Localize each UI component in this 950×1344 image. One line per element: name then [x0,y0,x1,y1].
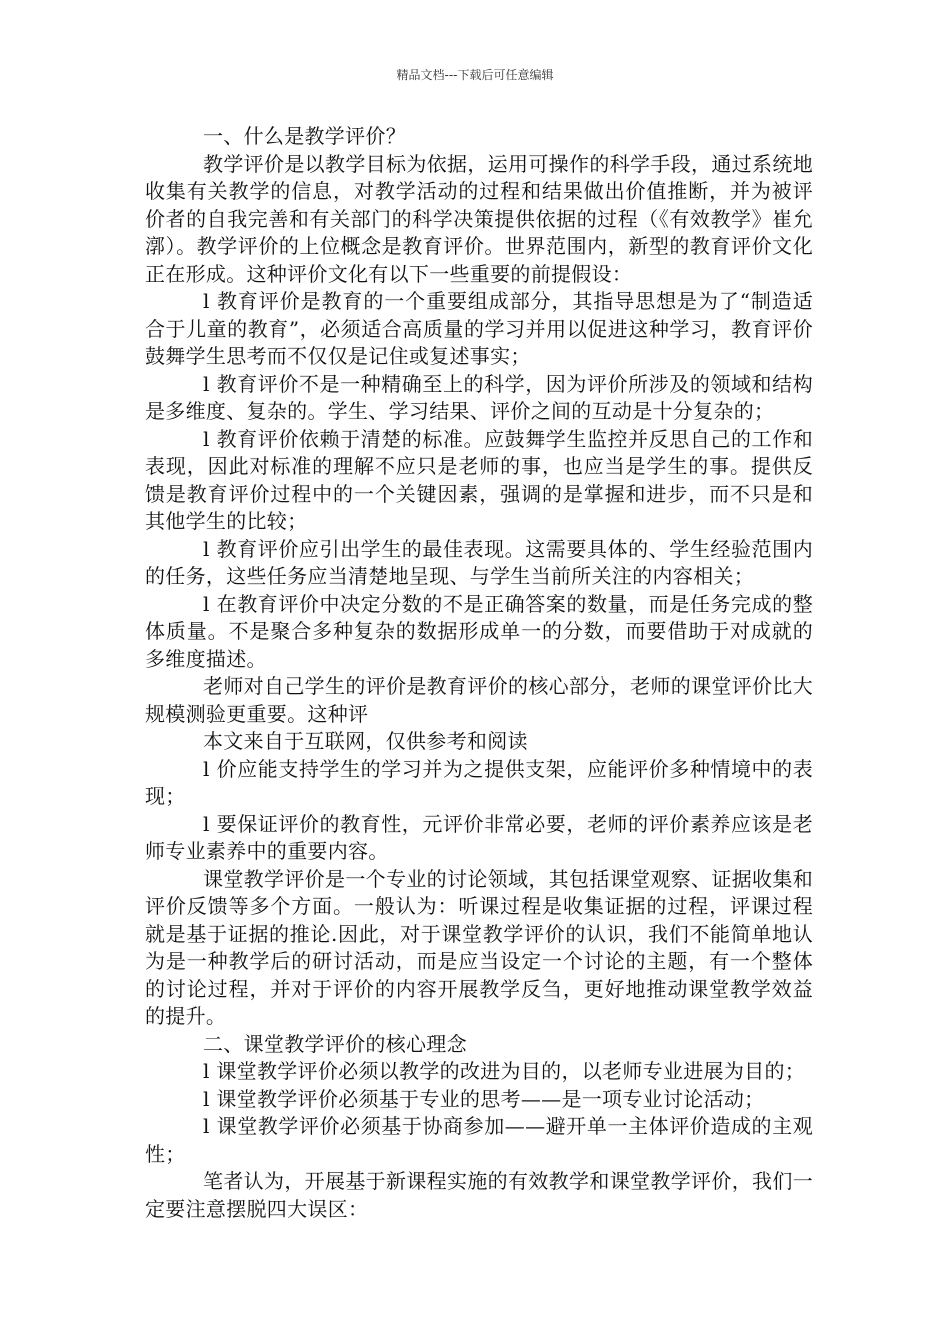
paragraph-teacher-evaluation: 老师对自己学生的评价是教育评价的核心部分，老师的课堂评价比大规模测验更重要。这种评 [145,674,813,726]
list-item: l 要保证评价的教育性，元评价非常必要，老师的评价素养应该是老师专业素养中的重要内容。 [145,811,813,863]
source-note: 本文来自于互联网，仅供参考和阅读 [203,729,528,753]
list-item: l 教育评价不是一种精确至上的科学，因为评价所涉及的领域和结构是多维度、复杂的。学生、学习结果、评价之间的互动是十分复杂的； [145,371,813,423]
section-heading-2: 二、课堂教学评价的核心理念 [203,1031,467,1056]
paragraph-classroom-evaluation: 课堂教学评价是一个专业的讨论领域，其包括课堂观察、证据收集和评价反馈等多个方面。一般认为：听课过程是收集证据的过程，评课过程就是基于证据的推论.因此，对于课堂教学评价的认识，我们不能简单地认为是一种教学后的研讨活动，而是应当设定一个讨论的主题，有一个整体的讨论过程，并对于评价的内容开展教学反刍，更好地推动课堂教学效益的提升。 [145,866,813,1028]
list-item: l 课堂教学评价必须基于专业的思考——是一项专业讨论活动； [203,1086,765,1111]
list-item: l 课堂教学评价必须以教学的改进为目的，以老师专业进展为目的； [203,1059,806,1083]
document-body [145,123,813,1223]
paragraph-author-view: 笔者认为，开展基于新课程实施的有效教学和课堂教学评价，我们一定要注意摆脱四大误区： [145,1169,813,1221]
list-item: l 教育评价依赖于清楚的标准。应鼓舞学生监控并反思自己的工作和表现，因此对标准的理解不应只是老师的事，也应当是学生的事。提供反馈是教育评价过程中的一个关键因素，强调的是掌握和进步，而不只是和其他学生的比较； [145,426,813,533]
list-item: l 教育评价应引出学生的最佳表现。这需要具体的、学生经验范围内的任务，这些任务应当清楚地呈现、与学生当前所关注的内容相关； [145,536,813,588]
page-header: 精品文档---下载后可任意编辑 [396,68,554,82]
list-item: l 课堂教学评价必须基于协商参加——避开单一主体评价造成的主观性； [145,1114,813,1166]
list-item: l 价应能支持学生的学习并为之提供支架，应能评价多种情境中的表现； [145,756,813,808]
section-heading-1: 一、什么是教学评价？ [203,124,406,148]
list-item: l 教育评价是教育的一个重要组成部分，其指导思想是为了“制造适合于儿童的教育”，必须适合高质量的学习并用以促进这种学习，教育评价鼓舞学生思考而不仅仅是记住或复述事实； [145,289,813,368]
paragraph-definition: 教学评价是以教学目标为依据，运用可操作的科学手段，通过系统地收集有关教学的信息，对教学活动的过程和结果做出价值推断，并为被评价者的自我完善和有关部门的科学决策提供依据的过程（《有效教学》崔允漷）。教学评价的上位概念是教育评价。世界范围内，新型的教育评价文化正在形成。这种评价文化有以下一些重要的前提假设： [145,151,813,286]
list-item: l 在教育评价中决定分数的不是正确答案的数量，而是任务完成的整体质量。不是聚合多种复杂的数据形成单一的分数，而要借助于对成就的多维度描述。 [145,591,813,671]
